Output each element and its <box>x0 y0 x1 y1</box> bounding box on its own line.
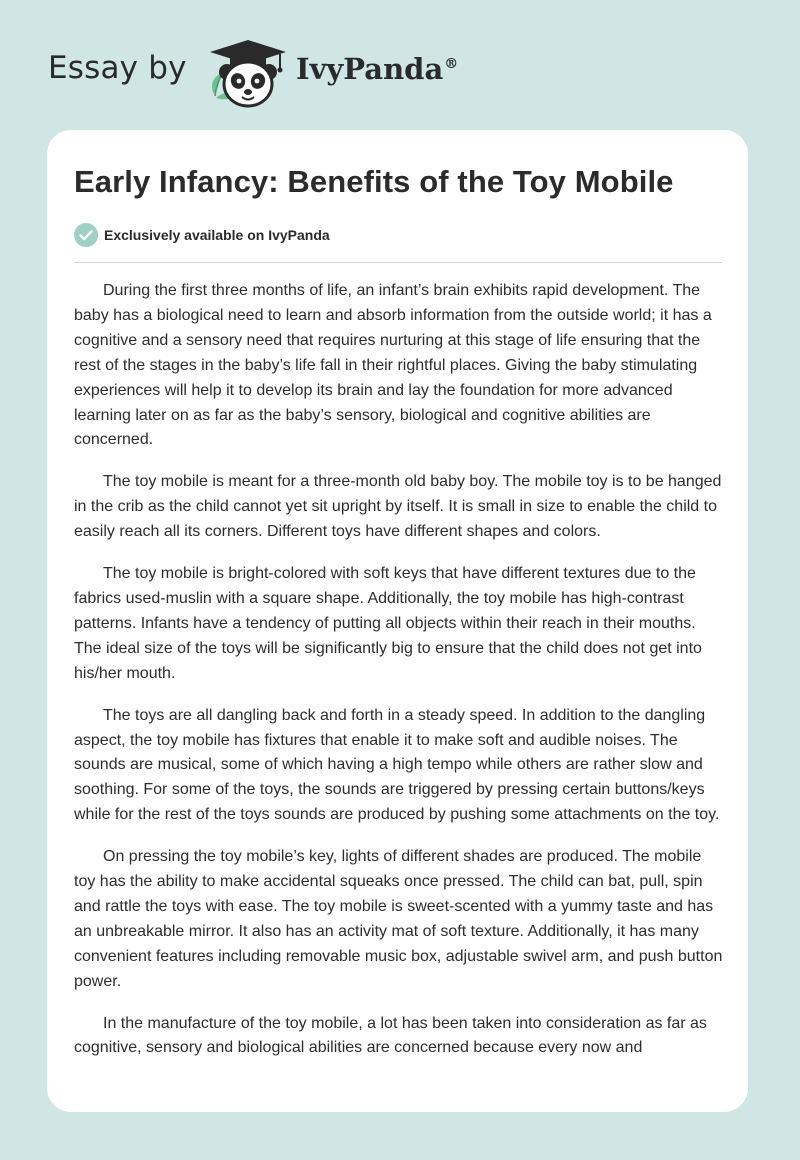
panda-graduate-logo-icon[interactable] <box>200 36 292 110</box>
paragraph: During the first three months of life, an infant’s brain exhibits rapid development. The baby has a biological need to learn and absorb information from the outside world; it has a cognitive and a sensory need that requires nurturing at this stage of life ensuring that the rest of the stages in the baby’s life fall in their rightful places. Giving the baby stimulating experiences will help it to develop its brain and lay the foundation for more advanced learning later on as far as the baby’s sensory, biological and cognitive abilities are concerned. <box>74 282 712 449</box>
essay-card <box>47 130 748 1112</box>
essay-body <box>74 279 726 1078</box>
paragraph: The toys are all dangling back and forth in a steady speed. In addition to the dangling aspect, the toy mobile has fixtures that enable it to make soft and audible noises. The sounds are musical, some of which having a high tempo while others are rather slow and soothing. For some of the toys, the sounds are triggered by pressing certain buttons/keys while for the rest of the toys sounds are produced by pushing some attachments on the toy. <box>74 706 720 824</box>
paragraph: The toy mobile is bright-colored with soft keys that have different textures due to the fabrics used-muslin with a square shape. Additionally, the toy mobile has high-contrast patterns. Infants have a tendency of putting all objects within their reach in their mouths. The ideal size of the toys will be significantly big to ensure that the child does not get into his/her mouth. <box>74 565 702 682</box>
exclusive-label: Exclusively available on IvyPanda <box>104 227 330 243</box>
check-circle-icon <box>74 223 98 247</box>
paragraph: The toy mobile is meant for a three-month old baby boy. The mobile toy is to be hanged in the crib as the child cannot yet sit upright by itself. It is small in size to enable the child to easily reach all its corners. Different toys have different shapes and colors. <box>74 473 722 541</box>
registered-mark: ® <box>444 56 459 73</box>
essay-title: Early Infancy: Benefits of the Toy Mobile <box>74 164 674 199</box>
brand-name-text: IvyPanda <box>296 52 444 86</box>
title-divider <box>74 262 722 263</box>
site-header <box>0 0 800 130</box>
brand-name[interactable] <box>296 52 458 86</box>
exclusive-badge <box>74 223 330 247</box>
paragraph: On pressing the toy mobile’s key, lights of different shades are produced. The mobile toy has the ability to make accidental squeaks once pressed. The child can bat, pull, spin and rattle the toys with ease. The toy mobile is sweet-scented with a yummy taste and has an unbreakable mirror. It also has an activity mat of soft texture. Additionally, it has many convenient features including removable music box, adjustable swivel arm, and push button power. <box>74 848 723 990</box>
paragraph: In the manufacture of the toy mobile, a lot has been taken into consideration as far as cognitive, sensory and biological abilities are concerned because every now and <box>74 1014 707 1057</box>
essay-by-label: Essay by <box>48 50 187 86</box>
